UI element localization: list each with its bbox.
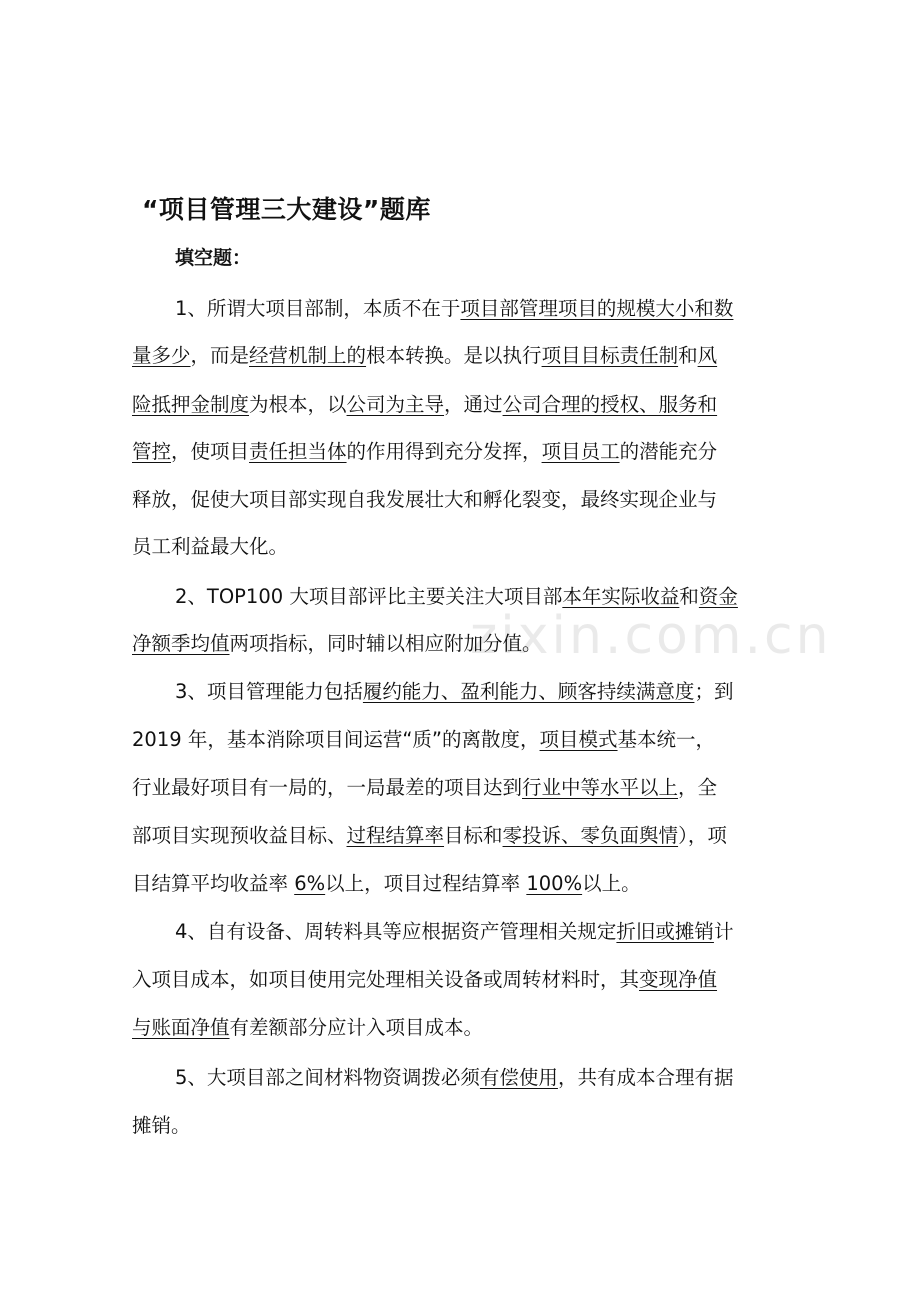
text-segment: 的潜能充分 <box>619 440 718 463</box>
text-segment: ，使项目 <box>171 440 250 463</box>
answer-blank: 履约能力、盈利能力、顾客持续满意度 <box>362 680 695 703</box>
answer-blank: 过程结算率 <box>346 824 445 847</box>
answer-blank: 项目模式 <box>539 728 618 751</box>
text-segment: 3、项目管理能力包括 <box>175 680 363 703</box>
answer-blank: 项目员工 <box>541 440 620 463</box>
answer-blank: 管控 <box>132 440 172 463</box>
text-segment: ；到 <box>694 680 734 703</box>
text-line <box>132 966 717 994</box>
text-line <box>175 583 738 611</box>
text-line <box>132 1014 483 1042</box>
answer-blank: 100% <box>526 872 583 895</box>
answer-blank: 项目部管理项目的规模大小和数 <box>460 297 734 320</box>
text-line <box>175 918 733 946</box>
text-segment: ，而是 <box>190 344 250 367</box>
text-segment: 为根本，以 <box>249 393 347 416</box>
text-line <box>132 391 717 419</box>
text-segment: 部项目实现预收益目标、 <box>132 824 347 847</box>
text-segment: 基本统一， <box>617 728 716 751</box>
watermark: zixin.com.cn <box>470 606 832 666</box>
answer-blank: 资金 <box>698 585 738 608</box>
text-line <box>175 295 733 323</box>
text-segment: 1、所谓大项目部制，本质不在于 <box>175 297 461 320</box>
text-segment: ，全 <box>678 776 718 799</box>
answer-blank: 量多少 <box>132 344 191 367</box>
text-segment: 目结算平均收益率 <box>132 872 295 895</box>
text-segment: 2、TOP100 大项目部评比主要关注大项目部 <box>175 585 563 608</box>
text-segment: 和 <box>678 344 698 367</box>
text-segment: 2019 年，基本消除项目间运营“质”的离散度， <box>132 728 540 751</box>
answer-blank: 公司为主导 <box>346 393 445 416</box>
text-segment: ，通过 <box>444 393 503 416</box>
answer-blank: 本年实际收益 <box>562 585 680 608</box>
text-line <box>132 342 717 370</box>
answer-blank: 风 <box>697 344 718 367</box>
text-segment: 员工利益最大化。 <box>132 535 289 558</box>
text-line <box>132 774 717 802</box>
answer-blank: 公司合理的授权、服务和 <box>502 393 718 416</box>
text-segment: 以上，项目过程结算率 <box>325 872 527 895</box>
text-segment: ，共有成本合理有据 <box>557 1066 734 1089</box>
text-segment: ），项 <box>678 824 727 847</box>
text-segment: 入项目成本，如项目使用完处理相关设备或周转材料时，其 <box>132 968 640 991</box>
answer-blank: 项目目标责任制 <box>541 344 679 367</box>
text-segment: 行业最好项目有一局的，一局最差的项目达到 <box>132 776 523 799</box>
text-line <box>132 630 542 658</box>
answer-blank: 零投诉、零负面舆情 <box>502 824 679 847</box>
text-line <box>132 438 717 466</box>
answer-blank: 有偿使用 <box>479 1066 558 1089</box>
text-segment: 摊销。 <box>132 1114 191 1137</box>
answer-blank: 净额季均值 <box>132 632 230 655</box>
answer-blank: 责任担当体 <box>249 440 347 463</box>
answer-blank: 折旧或摊销 <box>616 920 714 943</box>
answer-blank: 行业中等水平以上 <box>522 776 679 799</box>
doc-title: “项目管理三大建设”题库 <box>142 195 431 224</box>
text-line <box>132 822 727 850</box>
answer-blank: 变现净值 <box>639 968 718 991</box>
text-line <box>175 678 733 706</box>
text-line <box>132 1112 191 1140</box>
text-line <box>132 726 715 754</box>
text-line <box>175 1064 733 1092</box>
answer-blank: 与账面净值 <box>132 1016 230 1039</box>
text-segment: 5、大项目部之间材料物资调拨必须 <box>175 1066 480 1089</box>
text-segment: 以上。 <box>582 872 641 895</box>
answer-blank: 险抵押金制度 <box>132 393 250 416</box>
text-segment: 两项指标，同时辅以相应附加分值。 <box>229 632 542 655</box>
text-segment: 和 <box>679 585 699 608</box>
text-segment: 释放，促使大项目部实现自我发展壮大和孵化裂变，最终实现企业与 <box>132 488 718 511</box>
text-line <box>132 486 717 514</box>
text-line <box>132 533 288 561</box>
text-segment: 有差额部分应计入项目成本。 <box>229 1016 484 1039</box>
answer-blank: 6% <box>294 872 326 895</box>
text-line <box>132 870 641 898</box>
text-segment: 目标和 <box>444 824 503 847</box>
text-segment: 计 <box>713 920 734 943</box>
text-segment: 根本转换。是以执行 <box>366 344 542 367</box>
text-segment: 的作用得到充分发挥， <box>346 440 542 463</box>
text-segment: 4、自有设备、周转料具等应根据资产管理相关规定 <box>175 920 617 943</box>
answer-blank: 经营机制上的 <box>249 344 367 367</box>
section-heading: 填空题： <box>175 247 252 269</box>
